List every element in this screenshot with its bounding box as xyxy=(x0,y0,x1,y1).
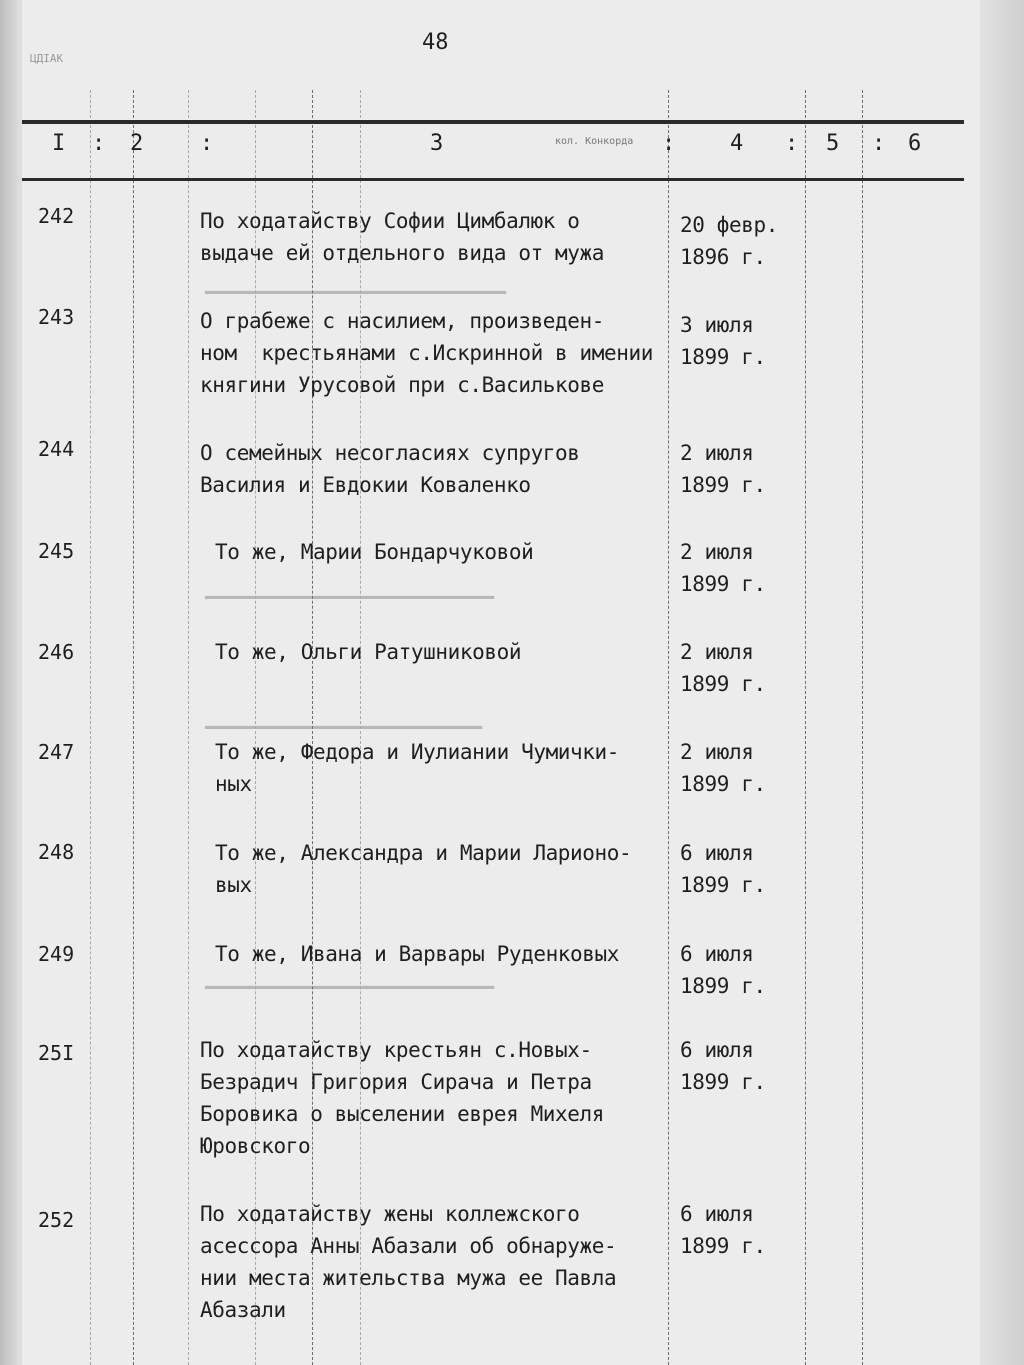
column-header-3: 3 xyxy=(430,131,444,156)
column-rule xyxy=(90,90,91,1365)
column-header-2: 2 xyxy=(130,131,144,156)
row-description: То же, Ивана и Варвары Руденковых xyxy=(215,942,620,966)
column-rule xyxy=(255,90,256,1365)
row-date: 2 июля 1899 г. xyxy=(680,740,766,796)
page-edge-shadow xyxy=(980,0,1024,1365)
row-date: 6 июля 1899 г. xyxy=(680,1202,766,1258)
column-header-faint: кол. Конкорда xyxy=(555,136,634,147)
row-number: 247 xyxy=(38,740,75,764)
row-date: 6 июля 1899 г. xyxy=(680,841,766,897)
row-number: 245 xyxy=(38,539,75,563)
row-date: 6 июля 1899 г. xyxy=(680,1038,766,1094)
column-header-1: I xyxy=(52,131,66,156)
row-date: 6 июля 1899 г. xyxy=(680,942,766,998)
row-number: 243 xyxy=(38,305,75,329)
row-number: 249 xyxy=(38,942,75,966)
row-date: 2 июля 1899 г. xyxy=(680,540,766,596)
row-number: 246 xyxy=(38,640,75,664)
page-number: 48 xyxy=(422,30,449,55)
row-description: То же, Ольги Ратушниковой xyxy=(215,640,522,664)
row-description: То же, Марии Бондарчуковой xyxy=(215,540,534,564)
row-description: То же, Федора и Иулиании Чумички- ных xyxy=(215,740,620,796)
column-separator: : xyxy=(785,131,799,156)
column-header-4: 4 xyxy=(730,131,744,156)
row-date: 2 июля 1899 г. xyxy=(680,441,766,497)
row-number: 252 xyxy=(38,1208,75,1232)
row-description: По ходатайству Софии Цимбалюк о выдаче ей отдельного вида от мужа xyxy=(200,209,605,265)
column-header-6: 6 xyxy=(908,131,922,156)
row-number: 248 xyxy=(38,840,75,864)
column-header-5: 5 xyxy=(826,131,840,156)
bleed-through: ▁▁▁▁▁▁▁▁▁▁▁▁▁▁▁▁▁▁▁▁▁▁▁▁▁ xyxy=(205,270,507,294)
column-rule xyxy=(805,90,806,1365)
archive-stamp: ЦДІАК xyxy=(30,52,64,65)
column-rule xyxy=(668,90,669,1365)
row-description: То же, Александра и Марии Ларионо- вых xyxy=(215,841,632,897)
column-rule xyxy=(188,90,189,1365)
row-number: 242 xyxy=(38,204,75,228)
column-rule xyxy=(360,90,361,1365)
column-separator: : xyxy=(200,131,214,156)
column-rule xyxy=(133,90,134,1365)
header-rule-bottom xyxy=(22,178,964,181)
bleed-through: ▁▁▁▁▁▁▁▁▁▁▁▁▁▁▁▁▁▁▁▁▁▁▁▁ xyxy=(205,965,494,989)
row-description: По ходатайству крестьян с.Новых- Безрадич Григория Сирача и Петра Боровика о выселении еврея Михеля Юровского xyxy=(200,1038,605,1158)
column-separator: : xyxy=(872,131,886,156)
header-rule-top xyxy=(22,120,964,124)
row-number: 25I xyxy=(38,1041,75,1065)
binding-edge xyxy=(0,0,20,1365)
row-number: 244 xyxy=(38,437,75,461)
column-rule xyxy=(312,90,313,1365)
row-date: 20 февр. 1896 г. xyxy=(680,213,778,269)
row-description: О грабеже с насилием, произведен- ном крестьянами с.Искринной в имении княгини Урусовой при с.Василькове xyxy=(200,309,653,397)
row-date: 3 июля 1899 г. xyxy=(680,313,766,369)
row-date: 2 июля 1899 г. xyxy=(680,640,766,696)
row-description: О семейных несогласиях супругов Василия и Евдокии Коваленко xyxy=(200,441,580,497)
row-description: По ходатайству жены коллежского асессора Анны Абазали об обнаруже- нии места жительства мужа ее Павла Абазали xyxy=(200,1202,617,1322)
column-separator: : xyxy=(92,131,106,156)
bleed-through: ▁▁▁▁▁▁▁▁▁▁▁▁▁▁▁▁▁▁▁▁▁▁▁ xyxy=(205,705,482,729)
bleed-through: ▁▁▁▁▁▁▁▁▁▁▁▁▁▁▁▁▁▁▁▁▁▁▁▁ xyxy=(205,575,494,599)
column-separator: : xyxy=(662,131,676,156)
column-rule xyxy=(862,90,863,1365)
